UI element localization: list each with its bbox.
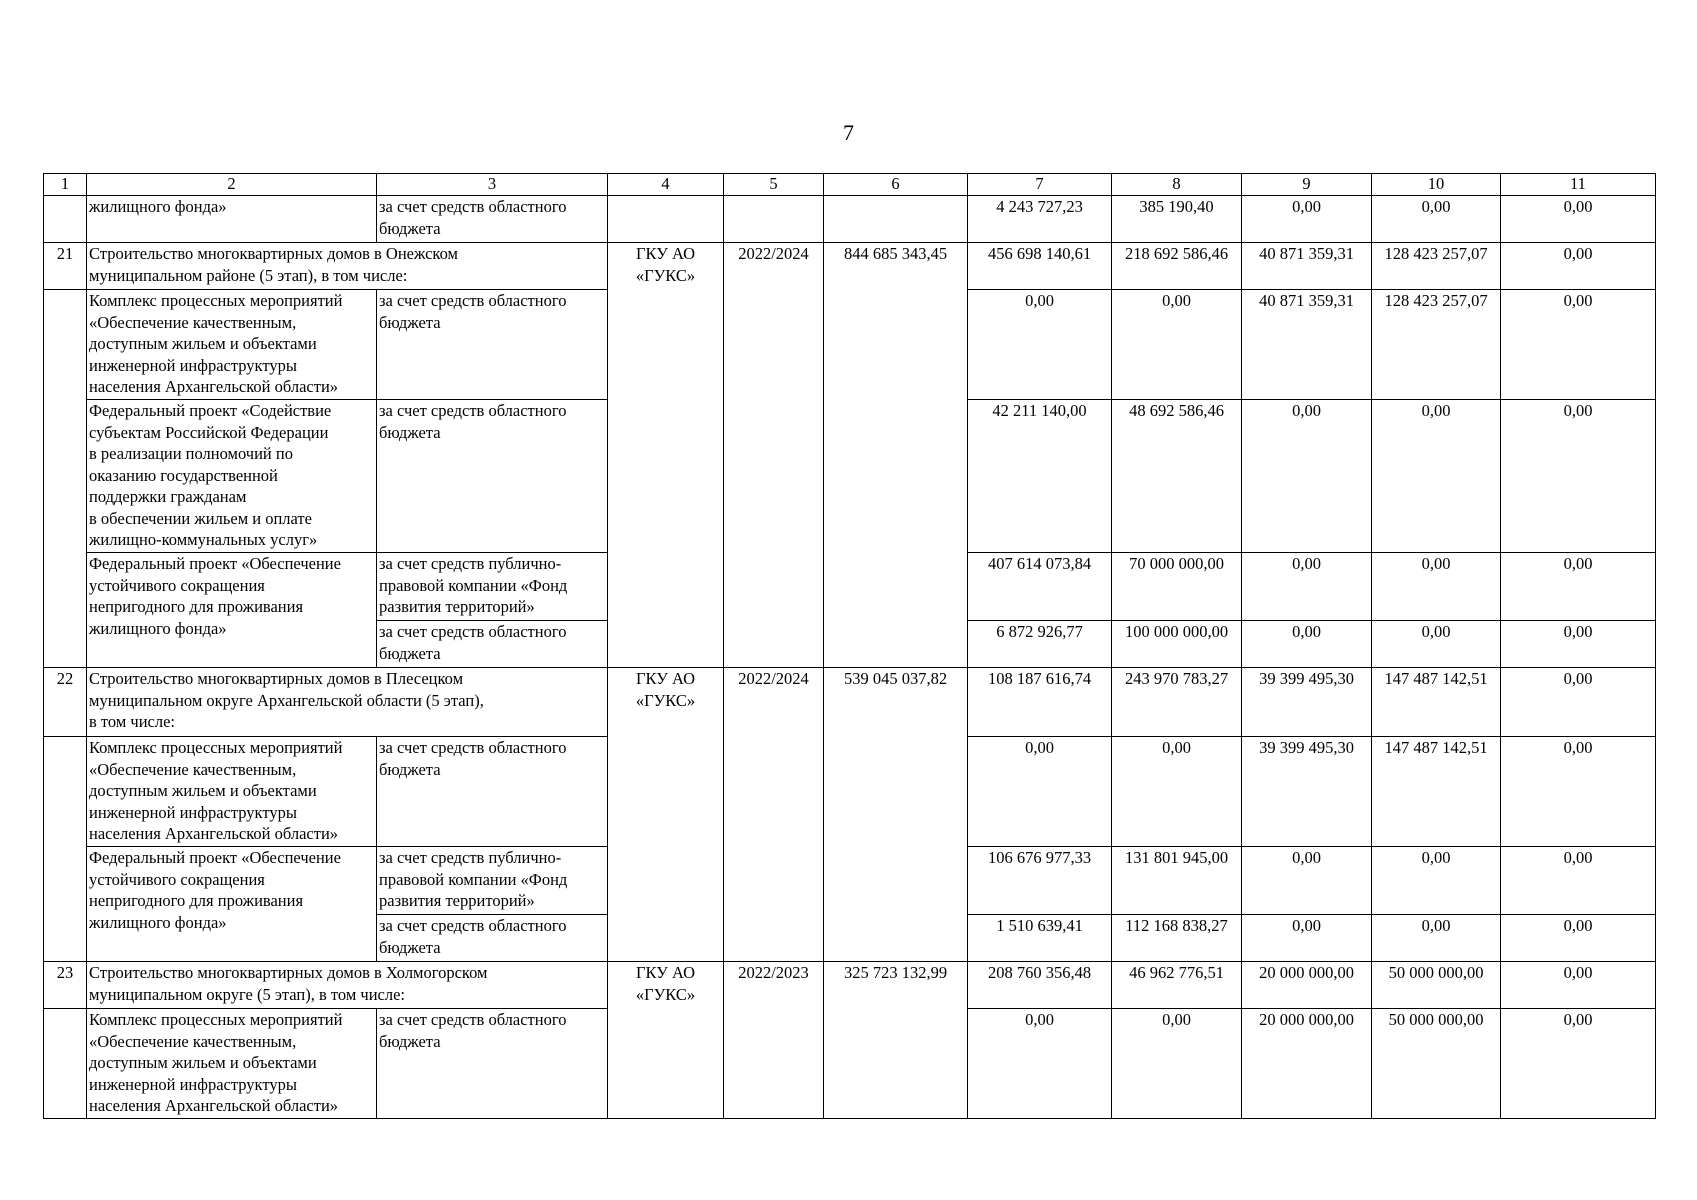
- amount-col8: 48 692 586,46: [1112, 400, 1242, 553]
- funding-source: за счет средств областного бюджета: [377, 400, 608, 553]
- amount-col8: 0,00: [1112, 290, 1242, 400]
- amount-col7: 4 243 727,23: [968, 196, 1112, 243]
- funding-source: за счет средств областного бюджета: [377, 915, 608, 962]
- activity-name: Федеральный проект «Обеспечение устойчивого сокращения непригодного для проживания жилищного фонда»: [87, 847, 377, 962]
- column-header: 9: [1242, 174, 1372, 196]
- funding-source: за счет средств областного бюджета: [377, 621, 608, 668]
- amount-col9: 0,00: [1242, 553, 1372, 621]
- amount-col7: 456 698 140,61: [968, 243, 1112, 290]
- amount-col7: 42 211 140,00: [968, 400, 1112, 553]
- amount-col9: 39 399 495,30: [1242, 737, 1372, 847]
- object-title: Строительство многоквартирных домов в Онежском муниципальном районе (5 этап), в том числе:: [87, 243, 608, 290]
- amount-col11: 0,00: [1501, 668, 1656, 737]
- funding-source: за счет средств публично- правовой компании «Фонд развития территорий»: [377, 847, 608, 915]
- column-header: 2: [87, 174, 377, 196]
- amount-col9: 20 000 000,00: [1242, 962, 1372, 1009]
- amount-col8: 46 962 776,51: [1112, 962, 1242, 1009]
- row-number: [44, 196, 87, 243]
- column-header: 6: [824, 174, 968, 196]
- object-title: Строительство многоквартирных домов в Холмогорском муниципальном округе (5 этап), в том числе:: [87, 962, 608, 1009]
- amount-col11: 0,00: [1501, 290, 1656, 400]
- table-row: [44, 962, 1656, 1009]
- activity-name: Федеральный проект «Обеспечение устойчивого сокращения непригодного для проживания жилищного фонда»: [87, 553, 377, 668]
- amount-col9: 0,00: [1242, 847, 1372, 915]
- amount-col9: 0,00: [1242, 400, 1372, 553]
- amount-col7: 0,00: [968, 1009, 1112, 1119]
- amount-col10: 0,00: [1372, 915, 1501, 962]
- amount-col8: 385 190,40: [1112, 196, 1242, 243]
- amount-col8: 0,00: [1112, 1009, 1242, 1119]
- amount-col10: 50 000 000,00: [1372, 962, 1501, 1009]
- amount-col9: 39 399 495,30: [1242, 668, 1372, 737]
- total-cost: 844 685 343,45: [824, 243, 968, 668]
- responsible: ГКУ АО «ГУКС»: [608, 962, 724, 1119]
- responsible: ГКУ АО «ГУКС»: [608, 243, 724, 668]
- amount-col8: 112 168 838,27: [1112, 915, 1242, 962]
- amount-col8: 0,00: [1112, 737, 1242, 847]
- amount-col11: 0,00: [1501, 915, 1656, 962]
- page-number: 7: [843, 120, 854, 145]
- activity-name: Комплекс процессных мероприятий «Обеспечение качественным, доступным жильем и объектами инженерной инфраструктуры населения Архангельской области»: [87, 1009, 377, 1119]
- column-header: 11: [1501, 174, 1656, 196]
- total-cost: 539 045 037,82: [824, 668, 968, 962]
- funding-source: за счет средств областного бюджета: [377, 196, 608, 243]
- amount-col9: 0,00: [1242, 621, 1372, 668]
- table-row: [44, 243, 1656, 290]
- amount-col10: 0,00: [1372, 621, 1501, 668]
- amount-col7: 1 510 639,41: [968, 915, 1112, 962]
- amount-col7: 407 614 073,84: [968, 553, 1112, 621]
- amount-col10: 0,00: [1372, 847, 1501, 915]
- activity-name: Комплекс процессных мероприятий «Обеспечение качественным, доступным жильем и объектами инженерной инфраструктуры населения Архангельской области»: [87, 737, 377, 847]
- period: [724, 196, 824, 243]
- column-header: 8: [1112, 174, 1242, 196]
- amount-col9: 0,00: [1242, 196, 1372, 243]
- period: 2022/2024: [724, 243, 824, 668]
- amount-col7: 6 872 926,77: [968, 621, 1112, 668]
- row-number: 23: [44, 962, 87, 1009]
- amount-col10: 128 423 257,07: [1372, 243, 1501, 290]
- period: 2022/2024: [724, 668, 824, 962]
- amount-col11: 0,00: [1501, 553, 1656, 621]
- amount-col10: 50 000 000,00: [1372, 1009, 1501, 1119]
- amount-col8: 100 000 000,00: [1112, 621, 1242, 668]
- activity-name: Федеральный проект «Содействие субъектам Российской Федерации в реализации полномочий по оказанию государственной поддержки гражданам в обеспечении жильем и оплате жилищно-коммунальных услуг»: [87, 400, 377, 553]
- amount-col10: 147 487 142,51: [1372, 737, 1501, 847]
- amount-col11: 0,00: [1501, 243, 1656, 290]
- amount-col11: 0,00: [1501, 196, 1656, 243]
- amount-col8: 243 970 783,27: [1112, 668, 1242, 737]
- row-number: 21: [44, 243, 87, 290]
- amount-col10: 0,00: [1372, 196, 1501, 243]
- amount-col8: 70 000 000,00: [1112, 553, 1242, 621]
- amount-col8: 131 801 945,00: [1112, 847, 1242, 915]
- amount-col7: 208 760 356,48: [968, 962, 1112, 1009]
- table-row: [44, 196, 1656, 243]
- amount-col11: 0,00: [1501, 621, 1656, 668]
- amount-col10: 0,00: [1372, 553, 1501, 621]
- amount-col10: 0,00: [1372, 400, 1501, 553]
- row-number: [44, 737, 87, 962]
- amount-col11: 0,00: [1501, 962, 1656, 1009]
- amount-col7: 0,00: [968, 737, 1112, 847]
- amount-col9: 20 000 000,00: [1242, 1009, 1372, 1119]
- amount-col11: 0,00: [1501, 847, 1656, 915]
- column-header: 4: [608, 174, 724, 196]
- amount-col11: 0,00: [1501, 737, 1656, 847]
- amount-col7: 108 187 616,74: [968, 668, 1112, 737]
- funding-source: за счет средств областного бюджета: [377, 737, 608, 847]
- funding-source: за счет средств публично- правовой компании «Фонд развития территорий»: [377, 553, 608, 621]
- row-number: [44, 1009, 87, 1119]
- amount-col10: 128 423 257,07: [1372, 290, 1501, 400]
- amount-col10: 147 487 142,51: [1372, 668, 1501, 737]
- amount-col11: 0,00: [1501, 1009, 1656, 1119]
- row-number: 22: [44, 668, 87, 737]
- column-header-row: [44, 174, 1656, 196]
- amount-col7: 0,00: [968, 290, 1112, 400]
- amount-col9: 40 871 359,31: [1242, 243, 1372, 290]
- table-row: [44, 668, 1656, 737]
- column-header: 5: [724, 174, 824, 196]
- column-header: 3: [377, 174, 608, 196]
- amount-col7: 106 676 977,33: [968, 847, 1112, 915]
- row-number: [44, 290, 87, 668]
- responsible: [608, 196, 724, 243]
- activity-name: жилищного фонда»: [87, 196, 377, 243]
- column-header: 7: [968, 174, 1112, 196]
- funding-source: за счет средств областного бюджета: [377, 290, 608, 400]
- total-cost: [824, 196, 968, 243]
- funding-source: за счет средств областного бюджета: [377, 1009, 608, 1119]
- column-header: 1: [44, 174, 87, 196]
- responsible: ГКУ АО «ГУКС»: [608, 668, 724, 962]
- amount-col9: 0,00: [1242, 915, 1372, 962]
- amount-col11: 0,00: [1501, 400, 1656, 553]
- period: 2022/2023: [724, 962, 824, 1119]
- activity-name: Комплекс процессных мероприятий «Обеспечение качественным, доступным жильем и объектами инженерной инфраструктуры населения Архангельской области»: [87, 290, 377, 400]
- column-header: 10: [1372, 174, 1501, 196]
- amount-col9: 40 871 359,31: [1242, 290, 1372, 400]
- budget-table: [43, 173, 1656, 1119]
- object-title: Строительство многоквартирных домов в Плесецком муниципальном округе Архангельской области (5 этап), в том числе:: [87, 668, 608, 737]
- total-cost: 325 723 132,99: [824, 962, 968, 1119]
- amount-col8: 218 692 586,46: [1112, 243, 1242, 290]
